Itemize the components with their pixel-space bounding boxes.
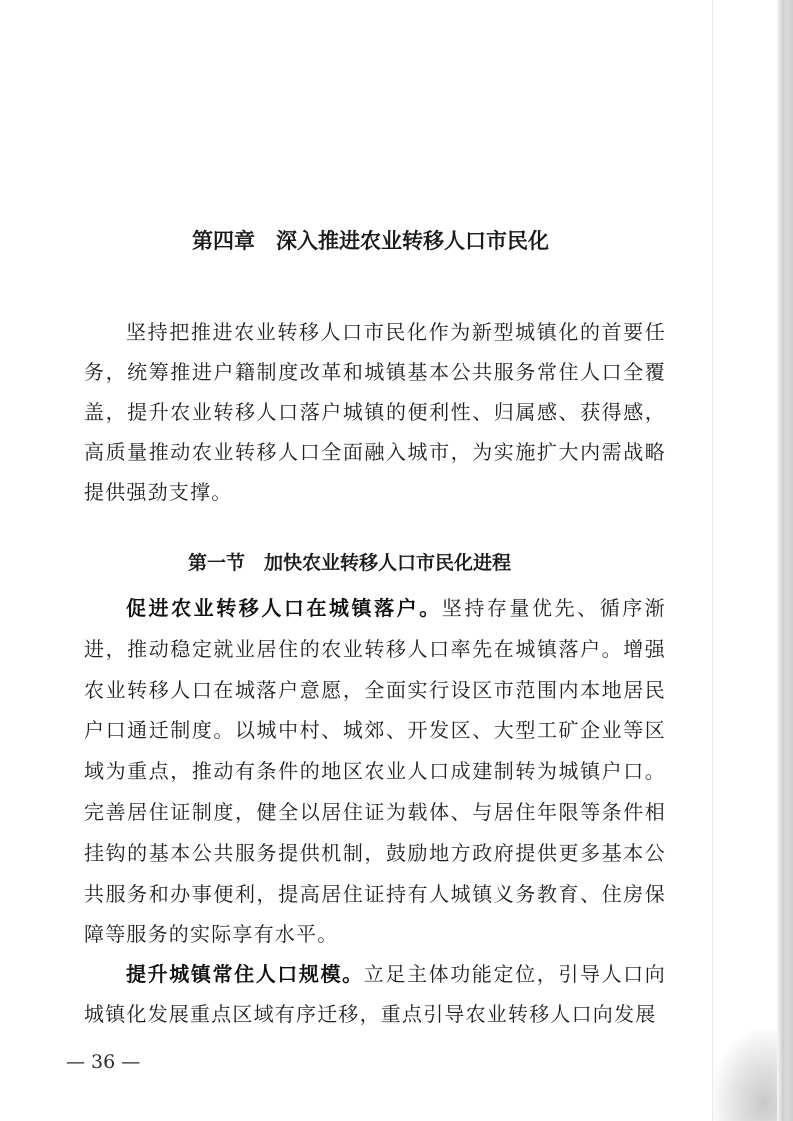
paragraph-population-scale xyxy=(84,954,666,1034)
paragraph-household-registration xyxy=(84,588,666,955)
scan-edge-shadow xyxy=(777,0,793,1121)
page-number: — 36 — xyxy=(66,1051,141,1073)
section-title: 第一节 加快农业转移人口市民化进程 xyxy=(188,552,512,574)
paragraph-lead: 提升城镇常住人口规模。 xyxy=(126,962,364,986)
scan-edge-line xyxy=(712,0,713,1121)
scan-corner-smudge xyxy=(712,1030,777,1121)
paragraph-body: 坚持存量优先、循序渐进，推动稳定就业居住的农业转移人口率先在城镇落户。增强农业转移人口在城落户意愿，全面实行设区市范围内本地居民户口通迁制度。以城中村、城郊、开发区、大型工矿企业等区域为重点，推动有条件的地区农业人口成建制转为城镇户口。完善居住证制度，健全以居住证为载体、与居住年限等条件相挂钩的基本公共服务提供机制，鼓励地方政府提供更多基本公共服务和办事便利，提高居住证持有人城镇义务教育、住房保障等服务的实际享有水平。 xyxy=(84,596,667,947)
intro-paragraph: 坚持把推进农业转移人口市民化作为新型城镇化的首要任务，统筹推进户籍制度改革和城镇基本公共服务常住人口全覆盖，提升农业转移人口落户城镇的便利性、归属感、获得感，高质量推动农业转移人口全面融入城市，为实施扩大内需战略提供强劲支撑。 xyxy=(84,320,666,504)
paragraph-body: 立足主体功能定位，引导人口向城镇化发展重点区域有序迁移，重点引导农业转移人口向发展 xyxy=(84,962,666,1026)
paragraph-lead: 促进农业转移人口在城镇落户。 xyxy=(126,596,442,620)
chapter-title: 第四章 深入推进农业转移人口市民化 xyxy=(192,229,549,253)
